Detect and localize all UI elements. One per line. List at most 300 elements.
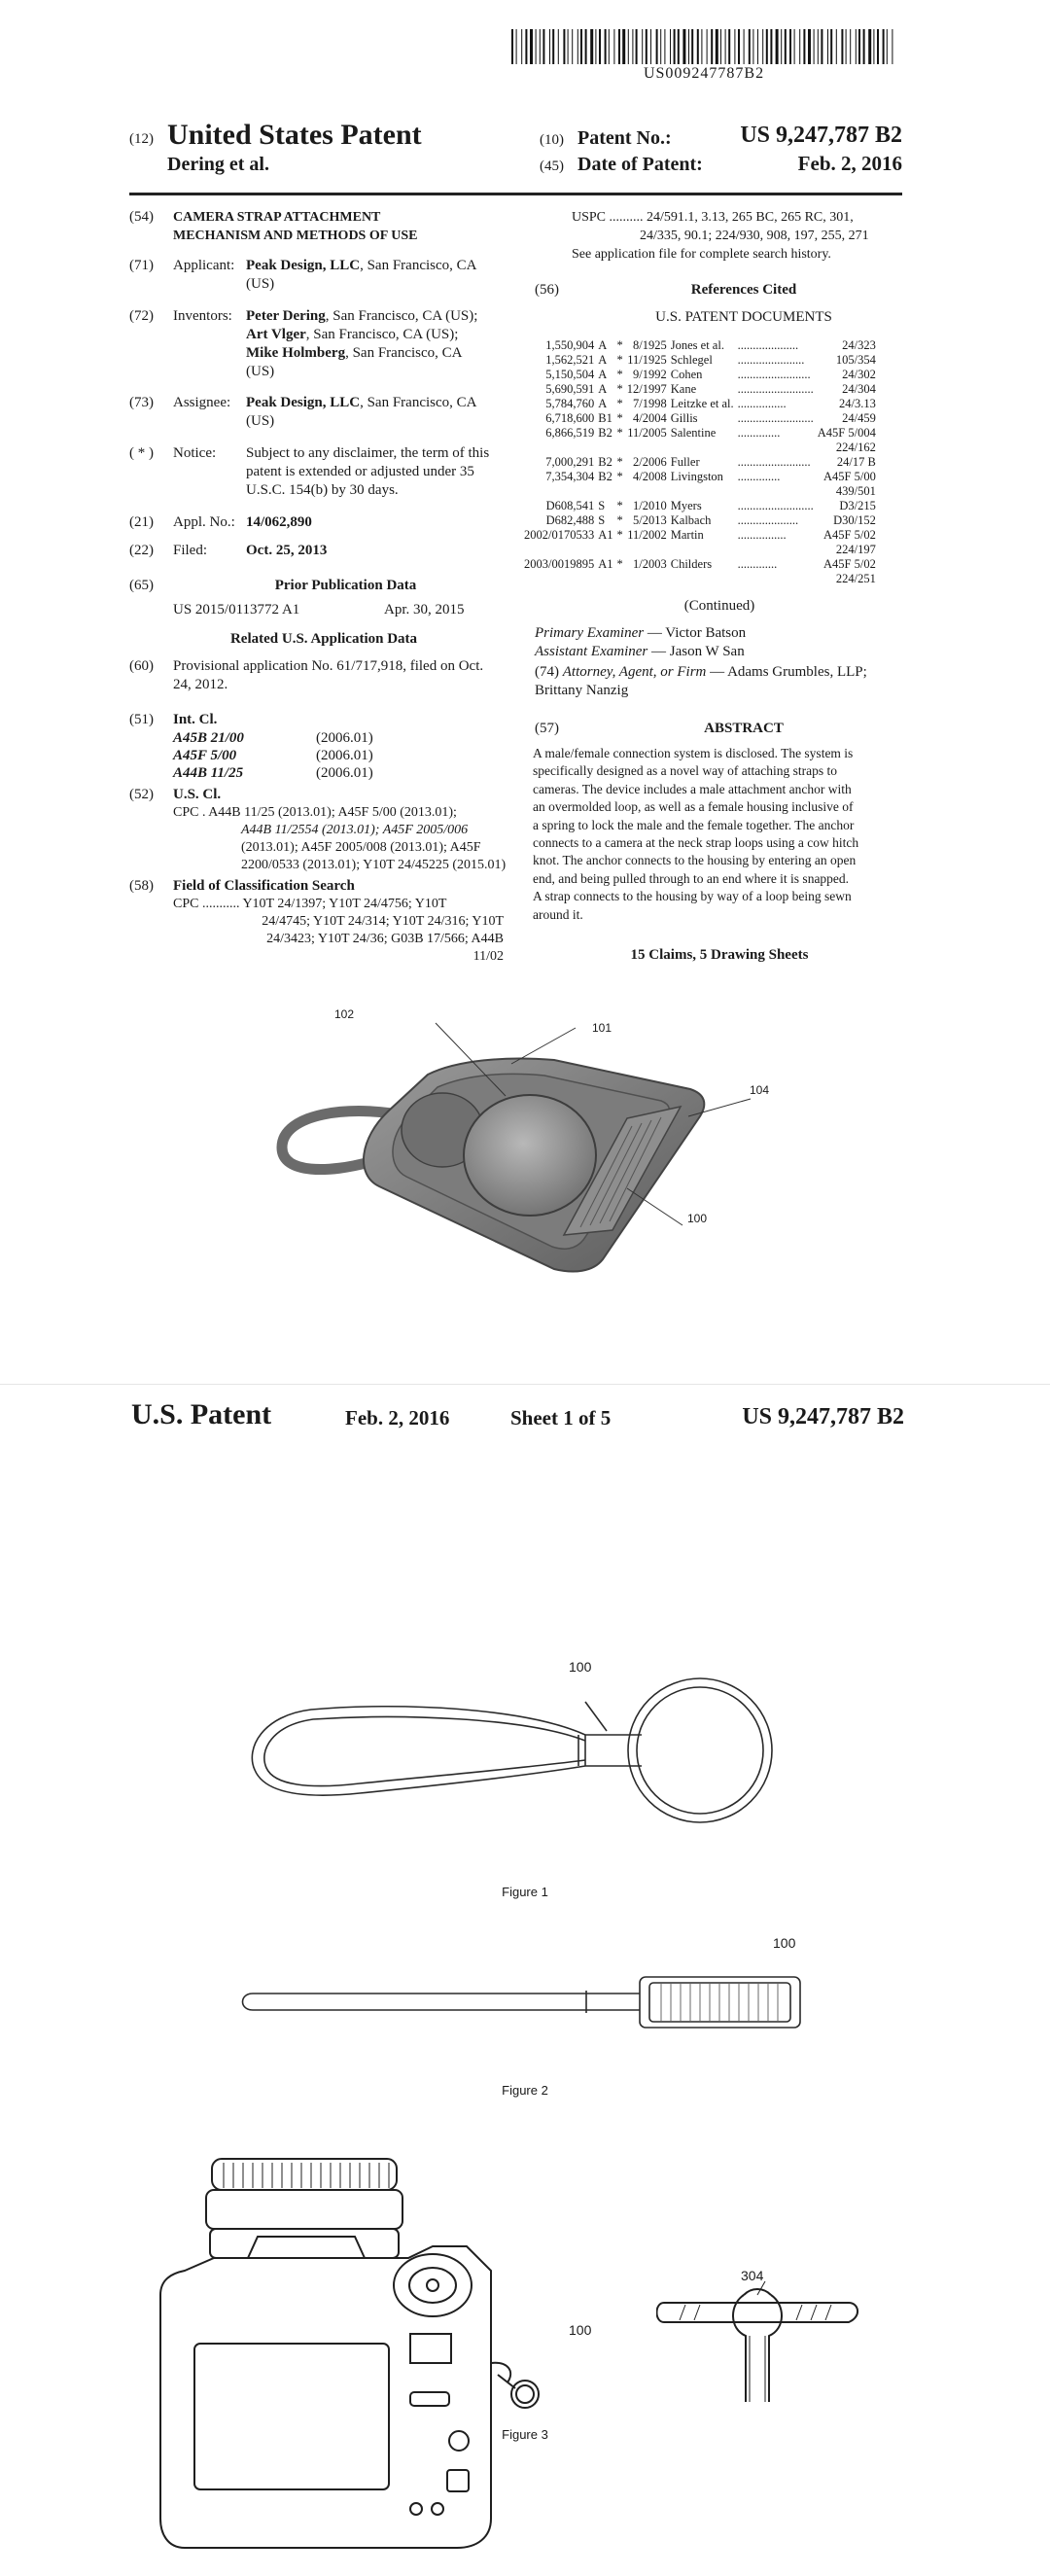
reference-class-continuation: 224/162	[835, 441, 876, 454]
front-ref-100: 100	[687, 1212, 708, 1225]
abstract-line: knot. The anchor connects to the housing by entering an open	[533, 853, 857, 868]
prior-publication-heading: Prior Publication Data	[274, 578, 417, 593]
header-rule	[129, 193, 902, 195]
barcode-bar	[814, 29, 815, 64]
barcode-bar	[856, 29, 857, 64]
applicant-location: , San Francisco, CA	[360, 258, 477, 273]
field-code-71: (71)	[129, 258, 154, 273]
barcode-bar	[776, 29, 779, 64]
front-ref-104: 104	[750, 1083, 770, 1097]
page-separator	[0, 1384, 1050, 1385]
barcode-bar	[622, 29, 625, 64]
reference-class: 24/459	[842, 411, 876, 425]
assignee-location: , San Francisco, CA	[360, 395, 477, 410]
reference-class: A45F 5/00	[823, 470, 876, 483]
barcode-bar	[757, 29, 758, 64]
int-cl-1-version: (2006.01)	[316, 730, 373, 746]
reference-row-continuation	[522, 543, 878, 557]
reference-class: 105/354	[835, 353, 876, 367]
reference-star: *	[616, 426, 623, 440]
barcode-bar	[585, 29, 587, 64]
reference-name: Kane	[670, 382, 697, 396]
barcode-bar	[846, 29, 847, 64]
attorney-code: (74)	[535, 664, 559, 680]
reference-date: 11/1925	[627, 353, 667, 367]
reference-name: Kalbach	[670, 513, 712, 527]
reference-row	[522, 368, 878, 382]
barcode-bar	[725, 29, 726, 64]
cpc-line4: 2200/0533 (2013.01); Y10T 24/45225 (2015.01)	[241, 858, 507, 872]
barcode-bar	[572, 29, 573, 64]
field-code-65: (65)	[129, 578, 154, 593]
reference-kind: S	[598, 499, 606, 512]
cpc-line1: CPC . A44B 11/25 (2013.01); A45F 5/00 (2013.01);	[173, 805, 457, 820]
reference-number: 6,718,600	[545, 411, 595, 425]
filed-value: Oct. 25, 2013	[246, 543, 328, 558]
barcode-bar	[521, 29, 522, 64]
invention-title-line1: CAMERA STRAP ATTACHMENT	[173, 210, 381, 225]
fig3-strap-lug	[491, 2363, 510, 2382]
barcode-bar	[728, 29, 730, 64]
barcode-bar	[877, 29, 879, 64]
reference-dots: ....................	[737, 513, 799, 527]
reference-class-continuation: 439/501	[835, 484, 876, 498]
barcode-bar	[850, 29, 851, 64]
barcode-bar	[516, 29, 517, 64]
reference-number: 2002/0170533	[524, 528, 595, 542]
barcode-bar	[799, 29, 800, 64]
barcode-number: US009247787B2	[643, 65, 765, 82]
fig3-mode-dial	[394, 2254, 472, 2316]
references-table	[522, 338, 878, 586]
barcode-bar	[599, 29, 601, 64]
reference-row	[522, 513, 878, 528]
field-code-52: (52)	[129, 787, 154, 802]
reference-dots: ..............	[737, 426, 781, 440]
field-of-search-label: Field of Classification Search	[173, 878, 355, 894]
attorney-name: — Adams Grumbles, LLP;	[710, 664, 867, 680]
reference-name: Martin	[670, 528, 704, 542]
reference-star: *	[616, 382, 623, 396]
fig2-ring-side	[640, 1977, 800, 2028]
applicant-name: Peak Design, LLC	[246, 258, 361, 273]
reference-row	[522, 338, 878, 353]
fig1-strap-loop-inner	[264, 1717, 585, 1786]
reference-name: Schlegel	[670, 353, 713, 367]
related-application-heading: Related U.S. Application Data	[229, 631, 418, 647]
barcode-bar	[642, 29, 643, 64]
barcode-bar	[873, 29, 874, 64]
barcode-bar	[536, 29, 537, 64]
reference-star: *	[616, 470, 623, 483]
reference-row	[522, 455, 878, 470]
notice-code: ( * )	[129, 445, 154, 461]
appl-no-label: Appl. No.:	[173, 514, 235, 530]
barcode-bar	[552, 29, 554, 64]
reference-class: 24/3.13	[839, 397, 876, 410]
abstract-line: cameras. The device includes a male attachment anchor with	[533, 781, 852, 796]
front-ref-101: 101	[592, 1021, 612, 1035]
barcode-bar	[540, 29, 541, 64]
assistant-examiner	[535, 643, 745, 661]
assignee-value	[246, 394, 477, 412]
claims-summary: 15 Claims, 5 Drawing Sheets	[630, 947, 809, 963]
reference-kind: A	[598, 368, 608, 381]
abstract-line: A strap connects to the housing by way of a loop being sewn	[533, 889, 852, 904]
field-code-58: (58)	[129, 878, 154, 894]
assistant-examiner-name: — Jason W San	[651, 644, 745, 659]
reference-number: D608,541	[545, 499, 595, 512]
abstract-text	[533, 745, 907, 924]
reference-class: A45F 5/02	[823, 557, 876, 571]
reference-class: 24/323	[842, 338, 876, 352]
inventor-1-location: , San Francisco, CA (US);	[325, 308, 478, 324]
barcode	[509, 29, 898, 64]
reference-number: 7,000,291	[545, 455, 595, 469]
reference-name: Salentine	[670, 426, 717, 440]
figure-2-drawing	[233, 1969, 826, 2037]
reference-row	[522, 353, 878, 368]
reference-dots: .........................	[737, 411, 814, 425]
barcode-bar	[613, 29, 614, 64]
fig3-ref-304: 304	[741, 2268, 764, 2283]
barcode-bar	[841, 29, 843, 64]
fig3-top-lcd	[410, 2334, 451, 2363]
field-code-45: (45)	[540, 159, 564, 174]
field-code-73: (73)	[129, 395, 154, 410]
reference-row-continuation	[522, 441, 878, 455]
field-code-57: (57)	[535, 721, 559, 736]
barcode-bar	[650, 29, 651, 64]
reference-kind: B2	[598, 470, 612, 483]
provisional-line1: Provisional application No. 61/717,918, filed on Oct.	[173, 658, 484, 674]
field-code-10: (10)	[540, 132, 564, 148]
reference-name: Myers	[670, 499, 702, 512]
figure-3-caption: Figure 3	[502, 2427, 548, 2442]
reference-star: *	[616, 557, 623, 571]
prior-publication-number: US 2015/0113772 A1	[173, 602, 300, 618]
barcode-bar	[605, 29, 607, 64]
reference-date: 11/2002	[627, 528, 667, 542]
fig3-lcd	[194, 2344, 389, 2489]
inventor-2-location: , San Francisco, CA (US);	[305, 327, 459, 342]
field-code-60: (60)	[129, 658, 154, 674]
barcode-bar	[803, 29, 805, 64]
cpc-line2: A44B 11/2554 (2013.01); A45F 2005/006	[241, 823, 469, 837]
search-line2: 24/4745; Y10T 24/314; Y10T 24/316; Y10T	[262, 914, 504, 929]
reference-star: *	[616, 411, 623, 425]
references-cited-heading: References Cited	[690, 282, 797, 298]
filed-label: Filed:	[173, 543, 208, 558]
reference-number: 5,784,760	[545, 397, 595, 410]
assignee-name: Peak Design, LLC	[246, 395, 361, 410]
int-cl-label: Int. Cl.	[173, 712, 218, 727]
reference-name: Leitzke et al.	[670, 397, 734, 410]
date-of-patent: Feb. 2, 2016	[797, 152, 902, 175]
barcode-bar	[827, 29, 828, 64]
uspc-search-history: See application file for complete search history.	[572, 247, 831, 262]
abstract-line: specifically designed as a novel way of attaching straps to	[533, 763, 838, 779]
reference-date: 4/2008	[633, 470, 667, 483]
fig1-ring-inner	[637, 1687, 763, 1814]
barcode-bar	[530, 29, 533, 64]
int-cl-1: A45B 21/00	[173, 730, 244, 746]
inventor-3	[246, 344, 462, 363]
reference-star: *	[616, 499, 623, 512]
primary-examiner-label: Primary Examiner	[535, 625, 645, 641]
reference-row	[522, 557, 878, 572]
reference-kind: A	[598, 397, 608, 410]
barcode-bar	[656, 29, 658, 64]
barcode-bar	[716, 29, 718, 64]
appl-no-value: 14/062,890	[246, 514, 312, 530]
reference-date: 7/1998	[633, 397, 667, 410]
barcode-bar	[720, 29, 721, 64]
int-cl-3: A44B 11/25	[173, 765, 244, 781]
field-code-54: (54)	[129, 209, 154, 225]
barcode-bar	[711, 29, 713, 64]
assignee-label: Assignee:	[173, 395, 231, 410]
abstract-line: A male/female connection system is disclosed. The system is	[533, 746, 854, 760]
reference-class-continuation: 224/251	[835, 572, 876, 585]
reference-row-continuation	[522, 484, 878, 499]
barcode-bar	[781, 29, 782, 64]
knot-cord-right	[769, 2295, 782, 2402]
reference-kind: A1	[598, 557, 613, 571]
barcode-bar	[752, 29, 753, 64]
notice-label: Notice:	[173, 445, 217, 461]
field-code-12: (12)	[129, 131, 154, 147]
reference-class: 24/304	[842, 382, 876, 396]
reference-class: 24/17 B	[836, 455, 876, 469]
barcode-bar	[609, 29, 610, 64]
us-cl-label: U.S. Cl.	[173, 787, 222, 802]
barcode-bar	[628, 29, 629, 64]
applicant-country: (US)	[246, 276, 275, 292]
reference-star: *	[616, 338, 623, 352]
assignee-country: (US)	[246, 413, 275, 429]
fig1-ring-outer	[628, 1678, 772, 1822]
provisional-line2: 24, 2012.	[173, 677, 228, 692]
barcode-bar	[511, 29, 513, 64]
sheet-header-date: Feb. 2, 2016	[345, 1406, 450, 1429]
figure-3-knot-detail	[656, 2276, 870, 2412]
reference-kind: A	[598, 353, 608, 367]
reference-row	[522, 397, 878, 411]
barcode-bar	[682, 29, 685, 64]
reference-class: 24/302	[842, 368, 876, 381]
applicant-value	[246, 257, 477, 275]
barcode-bar	[632, 29, 633, 64]
reference-date: 1/2003	[633, 557, 667, 571]
barcode-bar	[542, 29, 544, 64]
barcode-bar	[568, 29, 569, 64]
patent-title: United States Patent	[167, 119, 422, 151]
reference-star: *	[616, 528, 623, 542]
fig1-strap-loop	[252, 1707, 585, 1795]
field-code-56: (56)	[535, 282, 559, 298]
reference-dots: .........................	[737, 382, 814, 396]
field-code-21: (21)	[129, 514, 154, 530]
fig3-prism	[248, 2237, 365, 2258]
reference-date: 1/2010	[633, 499, 667, 512]
inventor-2-name: Art Vlger	[246, 327, 306, 342]
reference-star: *	[616, 397, 623, 410]
barcode-bar	[563, 29, 565, 64]
reference-dots: ....................	[737, 338, 799, 352]
reference-name: Livingston	[670, 470, 723, 483]
references-continued: (Continued)	[683, 598, 755, 614]
date-of-patent-label: Date of Patent:	[578, 154, 703, 175]
front-page-device-drawing	[262, 1002, 788, 1293]
figure-1-drawing	[233, 1673, 817, 1838]
barcode-bar	[744, 29, 745, 64]
reference-class: D3/215	[839, 499, 876, 512]
barcode-bar	[863, 29, 865, 64]
barcode-bar	[785, 29, 787, 64]
knot-strap-bar	[657, 2303, 858, 2322]
reference-number: 7,354,304	[545, 470, 595, 483]
sheet-header-number: US 9,247,787 B2	[742, 1404, 904, 1429]
reference-number: 5,690,591	[545, 382, 595, 396]
reference-name: Gillis	[670, 411, 698, 425]
attorney	[535, 663, 867, 682]
barcode-bar	[697, 29, 699, 64]
reference-date: 9/1992	[633, 368, 667, 381]
reference-name: Fuller	[670, 455, 700, 469]
reference-star: *	[616, 455, 623, 469]
barcode-bar	[738, 29, 740, 64]
barcode-bar	[762, 29, 763, 64]
inventors-short: Dering et al.	[167, 154, 269, 175]
barcode-bar	[670, 29, 671, 64]
applicant-label: Applicant:	[173, 258, 235, 273]
reference-star: *	[616, 353, 623, 367]
invention-title-line2: MECHANISM AND METHODS OF USE	[173, 229, 418, 243]
reference-row	[522, 528, 878, 543]
reference-dots: ................	[737, 397, 787, 410]
barcode-bar	[678, 29, 680, 64]
fig2-ref-100: 100	[773, 1935, 796, 1951]
search-line3: 24/3423; Y10T 24/36; G03B 17/566; A44B	[266, 932, 504, 946]
reference-class: A45F 5/004	[817, 426, 876, 440]
sheet-header-title: U.S. Patent	[131, 1398, 272, 1430]
barcode-bar	[734, 29, 735, 64]
reference-row	[522, 470, 878, 484]
reference-dots: ................	[737, 528, 787, 542]
notice-line1: Subject to any disclaimer, the term of this	[246, 445, 490, 461]
patent-no-label: Patent No.:	[578, 127, 672, 149]
inventor-3-location: , San Francisco, CA	[345, 345, 463, 361]
inventor-3-country: (US)	[246, 364, 275, 379]
us-patent-documents-heading: U.S. PATENT DOCUMENTS	[655, 309, 832, 325]
primary-examiner	[535, 624, 746, 643]
reference-date: 5/2013	[633, 513, 667, 527]
reference-date: 8/1925	[633, 338, 667, 352]
attorney-line2: Brittany Nanzig	[535, 683, 629, 698]
reference-date: 12/1997	[626, 382, 667, 396]
reference-dots: ........................	[737, 368, 811, 381]
field-code-72: (72)	[129, 308, 154, 324]
reference-kind: A	[598, 382, 608, 396]
reference-row	[522, 411, 878, 426]
reference-kind: A1	[598, 528, 613, 542]
cpc-line3: (2013.01); A45F 2005/008 (2013.01); A45F	[241, 840, 481, 855]
barcode-bar	[580, 29, 582, 64]
reference-kind: A	[598, 338, 608, 352]
barcode-bar	[688, 29, 689, 64]
reference-dots: .........................	[737, 499, 814, 512]
barcode-bar	[660, 29, 661, 64]
barcode-bar	[789, 29, 791, 64]
reference-row	[522, 426, 878, 441]
reference-number: 1,562,521	[545, 353, 595, 367]
reference-dots: ..............	[737, 470, 781, 483]
reference-number: 2003/0019895	[524, 557, 595, 571]
figure-2-caption: Figure 2	[502, 2083, 548, 2098]
barcode-bar	[691, 29, 693, 64]
inventors-label: Inventors:	[173, 308, 232, 324]
barcode-bar	[858, 29, 860, 64]
reference-kind: B1	[598, 411, 612, 425]
front-ref-102: 102	[334, 1007, 355, 1021]
reference-date: 2/2006	[633, 455, 667, 469]
barcode-bar	[794, 29, 795, 64]
sheet-header-sheet: Sheet 1 of 5	[510, 1406, 612, 1429]
reference-dots: .............	[737, 557, 778, 571]
field-code-22: (22)	[129, 543, 154, 558]
barcode-bar	[836, 29, 837, 64]
inventor-3-name: Mike Holmberg	[246, 345, 346, 361]
int-cl-3-version: (2006.01)	[316, 765, 373, 781]
barcode-bar	[674, 29, 676, 64]
reference-name: Cohen	[670, 368, 703, 381]
figure-3-camera-drawing	[156, 2149, 564, 2562]
abstract-line: connects to a camera at the neck strap loops using a cow hitch	[533, 835, 859, 851]
fig3-lens-barrel	[206, 2190, 402, 2229]
barcode-bar	[558, 29, 559, 64]
abstract-line: around it.	[533, 906, 583, 922]
uspc-line1: USPC .......... 24/591.1, 3.13, 265 BC, 265 RC, 301,	[572, 210, 854, 225]
reference-row-continuation	[522, 572, 878, 586]
assistant-examiner-label: Assistant Examiner	[535, 644, 648, 659]
search-line4: 11/02	[472, 949, 504, 964]
knot-cord-left	[733, 2295, 746, 2402]
reference-dots: ......................	[737, 353, 805, 367]
barcode-bar	[618, 29, 620, 64]
reference-row	[522, 499, 878, 513]
reference-row	[522, 382, 878, 397]
barcode-bar	[707, 29, 708, 64]
reference-kind: B2	[598, 426, 612, 440]
barcode-bar	[636, 29, 638, 64]
inventor-1-name: Peter Dering	[246, 308, 326, 324]
barcode-bar	[590, 29, 593, 64]
barcode-bar	[883, 29, 885, 64]
notice-line2: patent is extended or adjusted under 35	[246, 464, 474, 479]
reference-name: Childers	[670, 557, 713, 571]
reference-number: 6,866,519	[545, 426, 595, 440]
reference-star: *	[616, 513, 623, 527]
inventor-2	[246, 326, 458, 344]
barcode-bar	[549, 29, 550, 64]
barcode-bar	[821, 29, 822, 64]
figure-1-caption: Figure 1	[502, 1885, 548, 1899]
search-line1: CPC ........... Y10T 24/1397; Y10T 24/4756; Y10T	[173, 897, 447, 911]
reference-dots: ........................	[737, 455, 811, 469]
reference-name: Jones et al.	[670, 338, 724, 352]
reference-date: 11/2005	[627, 426, 667, 440]
